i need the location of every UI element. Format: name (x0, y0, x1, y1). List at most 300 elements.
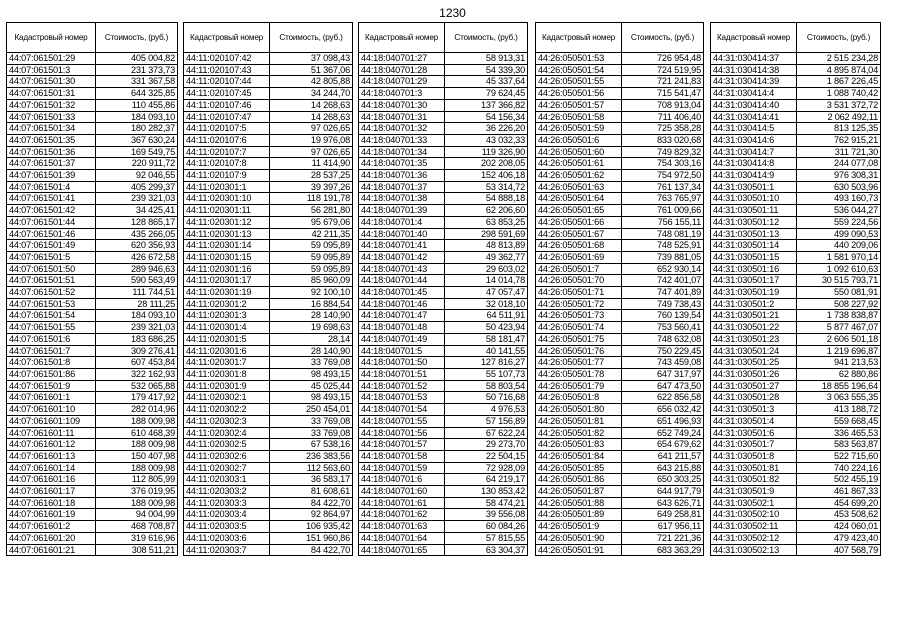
cost-cell: 454 699,20 (797, 497, 881, 509)
table-row (359, 486, 528, 498)
cadastral-number-cell: 44:26:050501:62 (536, 170, 622, 182)
table-row (359, 322, 528, 334)
table-row (7, 462, 178, 474)
table-row (536, 99, 704, 111)
cadastral-number-cell: 44:26:050501:56 (536, 88, 622, 100)
table-row (359, 181, 528, 193)
cost-cell: 1 088 740,42 (797, 88, 881, 100)
cost-cell: 188 009,98 (96, 439, 178, 451)
cadastral-number-cell: 44:11:020301:10 (184, 193, 270, 205)
cost-cell: 683 363,29 (622, 544, 704, 556)
cost-cell: 559 224,56 (797, 216, 881, 228)
cost-cell: 336 465,53 (797, 427, 881, 439)
table-row (7, 380, 178, 392)
cadastral-number-cell: 44:18:040701:48 (359, 322, 445, 334)
cost-cell: 630 503,96 (797, 181, 881, 193)
cadastral-number-cell: 44:11:020301:1 (184, 181, 270, 193)
table-row (7, 181, 178, 193)
cadastral-number-cell: 44:26:050501:64 (536, 193, 622, 205)
table-row (711, 404, 881, 416)
table-row (7, 521, 178, 533)
cadastral-number-cell: 44:07:061501:3 (7, 64, 96, 76)
cadastral-number-cell: 44:11:020303:2 (184, 486, 270, 498)
cost-cell: 28 111,25 (96, 298, 178, 310)
cost-cell: 493 160,73 (797, 193, 881, 205)
cadastral-number-cell: 44:31:030502:11 (711, 521, 797, 533)
cadastral-number-cell: 44:11:020107:45 (184, 88, 270, 100)
table-row (359, 345, 528, 357)
cost-cell: 708 913,04 (622, 99, 704, 111)
cadastral-number-cell: 44:18:040701:59 (359, 462, 445, 474)
cost-cell: 711 406,40 (622, 111, 704, 123)
table-row (536, 404, 704, 416)
cadastral-number-cell: 44:07:061501:35 (7, 134, 96, 146)
cost-cell: 2 606 501,18 (797, 333, 881, 345)
table-row (184, 310, 353, 322)
table-row (359, 240, 528, 252)
cost-cell: 37 098,43 (270, 53, 353, 65)
table-row (7, 228, 178, 240)
cadastral-number-cell: 44:07:061501:30 (7, 76, 96, 88)
table-row (359, 368, 528, 380)
cadastral-number-cell: 44:18:040701:4 (359, 216, 445, 228)
cost-cell: 813 125,35 (797, 123, 881, 135)
table-row (184, 240, 353, 252)
cadastral-number-cell: 44:07:061501:34 (7, 123, 96, 135)
cost-cell: 85 960,09 (270, 275, 353, 287)
cost-cell: 652 930,14 (622, 263, 704, 275)
table-row (7, 76, 178, 88)
cost-cell: 236 383,56 (270, 450, 353, 462)
cadastral-number-cell: 44:18:040701:35 (359, 158, 445, 170)
cadastral-number-cell: 44:31:030501:22 (711, 322, 797, 334)
cost-cell: 19 698,63 (270, 322, 353, 334)
cost-cell: 39 556,08 (445, 509, 528, 521)
cadastral-number-cell: 44:26:050501:60 (536, 146, 622, 158)
cost-cell: 58 181,47 (445, 333, 528, 345)
cadastral-number-cell: 44:18:040701:6 (359, 474, 445, 486)
table-row (184, 368, 353, 380)
cadastral-table-3 (358, 22, 528, 556)
cost-cell: 499 090,53 (797, 228, 881, 240)
table-row (711, 357, 881, 369)
cost-cell: 643 626,71 (622, 497, 704, 509)
cadastral-number-cell: 44:31:030502:13 (711, 544, 797, 556)
cadastral-number-cell: 44:26:050501:83 (536, 439, 622, 451)
table-row (359, 298, 528, 310)
table-row (184, 251, 353, 263)
table-row (536, 415, 704, 427)
cost-cell: 461 867,33 (797, 486, 881, 498)
table-row (184, 193, 353, 205)
cost-cell: 607 453,84 (96, 357, 178, 369)
cost-cell: 331 367,58 (96, 76, 178, 88)
table-row (7, 509, 178, 521)
cost-cell: 58 913,31 (445, 53, 528, 65)
table-row (184, 392, 353, 404)
cadastral-number-cell: 44:26:050501:6 (536, 134, 622, 146)
cost-cell: 643 215,88 (622, 462, 704, 474)
cadastral-number-cell: 44:26:050501:61 (536, 158, 622, 170)
cost-cell: 5 877 467,07 (797, 322, 881, 334)
cadastral-number-cell: 44:26:050501:54 (536, 64, 622, 76)
cadastral-number-cell: 44:11:020301:8 (184, 368, 270, 380)
table-row (536, 544, 704, 556)
table-row (711, 205, 881, 217)
table-row (711, 64, 881, 76)
cost-cell: 376 019,95 (96, 486, 178, 498)
cadastral-number-cell: 44:26:050501:86 (536, 474, 622, 486)
cadastral-number-cell: 44:18:040701:53 (359, 392, 445, 404)
cadastral-number-cell: 44:26:050501:69 (536, 251, 622, 263)
table-row (184, 509, 353, 521)
cost-cell: 622 856,58 (622, 392, 704, 404)
table-row (711, 345, 881, 357)
cost-cell: 33 769,08 (270, 427, 353, 439)
table-row (184, 287, 353, 299)
table-row (536, 322, 704, 334)
header-cadastral: Кадастровый номер (7, 23, 96, 53)
cost-cell: 941 213,53 (797, 357, 881, 369)
cost-cell: 440 209,06 (797, 240, 881, 252)
cost-cell: 184 093,10 (96, 111, 178, 123)
cadastral-number-cell: 44:07:061501:41 (7, 193, 96, 205)
table-row (7, 486, 178, 498)
cost-cell: 740 224,16 (797, 462, 881, 474)
cadastral-number-cell: 44:31:030501:13 (711, 228, 797, 240)
cadastral-number-cell: 44:18:040701:65 (359, 544, 445, 556)
cadastral-number-cell: 44:07:061501:52 (7, 287, 96, 299)
page-number: 1230 (439, 6, 466, 20)
cadastral-number-cell: 44:26:050501:9 (536, 521, 622, 533)
cadastral-number-cell: 44:11:020107:42 (184, 53, 270, 65)
cadastral-number-cell: 44:11:020302:1 (184, 392, 270, 404)
cadastral-number-cell: 44:11:020301:16 (184, 263, 270, 275)
table-row (711, 439, 881, 451)
cost-cell: 28 140,90 (270, 310, 353, 322)
cadastral-number-cell: 44:11:020301:6 (184, 345, 270, 357)
table-row (184, 64, 353, 76)
cadastral-number-cell: 44:31:030502:10 (711, 509, 797, 521)
cost-cell: 179 417,92 (96, 392, 178, 404)
table-row (536, 486, 704, 498)
table-row (536, 368, 704, 380)
cadastral-number-cell: 44:26:050501:68 (536, 240, 622, 252)
cadastral-number-cell: 44:07:061501:86 (7, 368, 96, 380)
table-row (359, 99, 528, 111)
cost-cell: 30 515 793,71 (797, 275, 881, 287)
cadastral-number-cell: 44:31:030501:82 (711, 474, 797, 486)
cost-cell: 137 366,82 (445, 99, 528, 111)
cadastral-number-cell: 44:07:061501:50 (7, 263, 96, 275)
table-row (7, 64, 178, 76)
cadastral-number-cell: 44:11:020301:17 (184, 275, 270, 287)
cost-cell: 748 081,19 (622, 228, 704, 240)
table-row (7, 193, 178, 205)
cost-cell: 3 531 372,72 (797, 99, 881, 111)
cadastral-number-cell: 44:26:050501:59 (536, 123, 622, 135)
table-row (536, 205, 704, 217)
cadastral-number-cell: 44:18:040701:50 (359, 357, 445, 369)
table-row (184, 474, 353, 486)
table-row (711, 392, 881, 404)
cost-cell: 231 373,73 (96, 64, 178, 76)
cadastral-number-cell: 44:11:020301:9 (184, 380, 270, 392)
cost-cell: 98 493,15 (270, 368, 353, 380)
cadastral-number-cell: 44:26:050501:90 (536, 532, 622, 544)
cadastral-number-cell: 44:31:030414:38 (711, 64, 797, 76)
table-row (536, 333, 704, 345)
cadastral-number-cell: 44:07:061501:33 (7, 111, 96, 123)
table-row (536, 193, 704, 205)
cost-cell: 298 591,69 (445, 228, 528, 240)
cadastral-number-cell: 44:11:020302:7 (184, 462, 270, 474)
table-row (711, 486, 881, 498)
cadastral-table-5 (710, 22, 881, 556)
table-row (7, 404, 178, 416)
table-row (711, 53, 881, 65)
cadastral-number-cell: 44:07:061601:14 (7, 462, 96, 474)
cost-cell: 50 423,94 (445, 322, 528, 334)
cadastral-number-cell: 44:07:061501:44 (7, 216, 96, 228)
table-row (711, 287, 881, 299)
table-row (359, 427, 528, 439)
cost-cell: 152 406,18 (445, 170, 528, 182)
cost-cell: 282 014,96 (96, 404, 178, 416)
table-row (359, 263, 528, 275)
cost-cell: 761 137,34 (622, 181, 704, 193)
cadastral-number-cell: 44:18:040701:47 (359, 310, 445, 322)
cost-cell: 239 321,03 (96, 322, 178, 334)
table-row (184, 228, 353, 240)
table-row (359, 76, 528, 88)
table-row (7, 146, 178, 158)
table-row (184, 76, 353, 88)
cost-cell: 19 976,08 (270, 134, 353, 146)
cost-cell: 750 229,45 (622, 345, 704, 357)
cost-cell: 14 268,63 (270, 111, 353, 123)
header-cadastral: Кадастровый номер (184, 23, 270, 53)
cadastral-number-cell: 44:31:030501:17 (711, 275, 797, 287)
table-row (536, 158, 704, 170)
table-row (184, 134, 353, 146)
table-row (7, 439, 178, 451)
cadastral-number-cell: 44:31:030414:37 (711, 53, 797, 65)
cost-cell: 502 455,19 (797, 474, 881, 486)
cadastral-number-cell: 44:31:030414:9 (711, 170, 797, 182)
cost-cell: 28,14 (270, 333, 353, 345)
cadastral-number-cell: 44:26:050501:85 (536, 462, 622, 474)
cost-cell: 754 972,50 (622, 170, 704, 182)
cadastral-number-cell: 44:07:061501:46 (7, 228, 96, 240)
cost-cell: 97 026,65 (270, 146, 353, 158)
cost-cell: 747 401,89 (622, 287, 704, 299)
cadastral-number-cell: 44:18:040701:52 (359, 380, 445, 392)
cadastral-number-cell: 44:18:040701:30 (359, 99, 445, 111)
table-row (711, 134, 881, 146)
cost-cell: 647 473,50 (622, 380, 704, 392)
cadastral-number-cell: 44:11:020107:43 (184, 64, 270, 76)
table-row (7, 134, 178, 146)
table-row (359, 64, 528, 76)
cadastral-number-cell: 44:11:020303:4 (184, 509, 270, 521)
cost-cell: 34 425,41 (96, 205, 178, 217)
cost-cell: 424 060,01 (797, 521, 881, 533)
cadastral-number-cell: 44:26:050501:73 (536, 310, 622, 322)
cadastral-number-cell: 44:11:020301:3 (184, 310, 270, 322)
cost-cell: 11 414,90 (270, 158, 353, 170)
cost-cell: 49 362,77 (445, 251, 528, 263)
cost-cell: 620 356,93 (96, 240, 178, 252)
cost-cell: 62 880,86 (797, 368, 881, 380)
table-row (184, 158, 353, 170)
cadastral-number-cell: 44:18:040701:39 (359, 205, 445, 217)
cost-cell: 64 219,17 (445, 474, 528, 486)
cost-cell: 761 009,66 (622, 205, 704, 217)
cadastral-number-cell: 44:31:030501:9 (711, 486, 797, 498)
cadastral-number-cell: 44:31:030501:12 (711, 216, 797, 228)
cadastral-number-cell: 44:11:020107:9 (184, 170, 270, 182)
cost-cell: 58 474,21 (445, 497, 528, 509)
table-row (711, 181, 881, 193)
cost-cell: 453 508,62 (797, 509, 881, 521)
cost-cell: 1 092 610,63 (797, 263, 881, 275)
table-row (184, 88, 353, 100)
cost-cell: 647 317,97 (622, 368, 704, 380)
table-row (184, 486, 353, 498)
table-row (7, 216, 178, 228)
cost-cell: 641 211,57 (622, 450, 704, 462)
cadastral-number-cell: 44:18:040701:28 (359, 64, 445, 76)
cost-cell: 319 616,96 (96, 532, 178, 544)
cost-cell: 4 976,53 (445, 404, 528, 416)
cost-cell: 650 303,25 (622, 474, 704, 486)
cost-cell: 48 813,89 (445, 240, 528, 252)
cost-cell: 84 422,70 (270, 544, 353, 556)
table-row (184, 298, 353, 310)
cost-cell: 28 537,25 (270, 170, 353, 182)
cadastral-number-cell: 44:26:050501:79 (536, 380, 622, 392)
table-row (7, 205, 178, 217)
table-row (711, 275, 881, 287)
cadastral-number-cell: 44:26:050501:71 (536, 287, 622, 299)
cost-cell: 62 206,60 (445, 205, 528, 217)
table-row (359, 439, 528, 451)
cost-cell: 550 081,91 (797, 287, 881, 299)
cost-cell: 725 358,28 (622, 123, 704, 135)
cadastral-number-cell: 44:07:061601:12 (7, 439, 96, 451)
table-row (359, 111, 528, 123)
cadastral-number-cell: 44:31:030414:5 (711, 123, 797, 135)
cadastral-number-cell: 44:26:050501:77 (536, 357, 622, 369)
table-row (7, 427, 178, 439)
cadastral-number-cell: 44:31:030501:6 (711, 427, 797, 439)
cost-cell: 92 100,10 (270, 287, 353, 299)
cadastral-number-cell: 44:11:020301:12 (184, 216, 270, 228)
cost-cell: 29 603,02 (445, 263, 528, 275)
table-row (711, 158, 881, 170)
table-row (359, 193, 528, 205)
table-row (536, 240, 704, 252)
table-row (359, 146, 528, 158)
table-row (536, 275, 704, 287)
cadastral-number-cell: 44:18:040701:64 (359, 532, 445, 544)
table-row (359, 216, 528, 228)
table-row (359, 415, 528, 427)
table-row (184, 216, 353, 228)
cost-cell: 617 956,11 (622, 521, 704, 533)
table-row (711, 170, 881, 182)
cost-cell: 1 738 838,87 (797, 310, 881, 322)
cost-cell: 119 326,90 (445, 146, 528, 158)
cost-cell: 60 084,26 (445, 521, 528, 533)
table-row (184, 357, 353, 369)
cadastral-number-cell: 44:07:061501:36 (7, 146, 96, 158)
cadastral-table-1 (6, 22, 178, 556)
cadastral-number-cell: 44:31:030501:26 (711, 368, 797, 380)
table-row (7, 111, 178, 123)
cadastral-number-cell: 44:31:030502:1 (711, 497, 797, 509)
cost-cell: 39 397,26 (270, 181, 353, 193)
cadastral-number-cell: 44:18:040701:57 (359, 439, 445, 451)
cadastral-number-cell: 44:18:040701:41 (359, 240, 445, 252)
table-row (359, 450, 528, 462)
cadastral-number-cell: 44:31:030501:81 (711, 462, 797, 474)
cadastral-number-cell: 44:07:061501:31 (7, 88, 96, 100)
table-row (711, 497, 881, 509)
cost-cell: 128 865,17 (96, 216, 178, 228)
table-row (711, 380, 881, 392)
table-row (7, 263, 178, 275)
cost-cell: 98 493,15 (270, 392, 353, 404)
cadastral-number-cell: 44:11:020301:19 (184, 287, 270, 299)
cadastral-number-cell: 44:18:040701:32 (359, 123, 445, 135)
cost-cell: 29 273,70 (445, 439, 528, 451)
cadastral-number-cell: 44:18:040701:51 (359, 368, 445, 380)
cadastral-number-cell: 44:18:040701:42 (359, 251, 445, 263)
cadastral-number-cell: 44:26:050501:81 (536, 415, 622, 427)
cost-cell: 14 014,78 (445, 275, 528, 287)
cadastral-number-cell: 44:26:050501:91 (536, 544, 622, 556)
cadastral-number-cell: 44:26:050501:65 (536, 205, 622, 217)
cost-cell: 14 268,63 (270, 99, 353, 111)
cost-cell: 67 538,16 (270, 439, 353, 451)
cost-cell: 92 046,55 (96, 170, 178, 182)
table-row (184, 439, 353, 451)
cadastral-number-cell: 44:31:030501:27 (711, 380, 797, 392)
table-row (711, 450, 881, 462)
cost-cell: 106 935,42 (270, 521, 353, 533)
table-row (359, 521, 528, 533)
table-row (7, 158, 178, 170)
cost-cell: 590 563,49 (96, 275, 178, 287)
cadastral-number-cell: 44:18:040701:55 (359, 415, 445, 427)
table-row (7, 392, 178, 404)
cost-cell: 97 026,65 (270, 123, 353, 135)
cadastral-number-cell: 44:26:050501:66 (536, 216, 622, 228)
cost-cell: 53 314,72 (445, 181, 528, 193)
cadastral-number-cell: 44:07:061501:49 (7, 240, 96, 252)
table-row (536, 392, 704, 404)
cost-cell: 532 065,88 (96, 380, 178, 392)
cadastral-number-cell: 44:07:061601:18 (7, 497, 96, 509)
header-cadastral: Кадастровый номер (711, 23, 797, 53)
cadastral-number-cell: 44:26:050501:58 (536, 111, 622, 123)
cadastral-number-cell: 44:26:050501:7 (536, 263, 622, 275)
cadastral-number-cell: 44:31:030414:39 (711, 76, 797, 88)
cadastral-number-cell: 44:31:030414:4 (711, 88, 797, 100)
cost-cell: 72 928,09 (445, 462, 528, 474)
